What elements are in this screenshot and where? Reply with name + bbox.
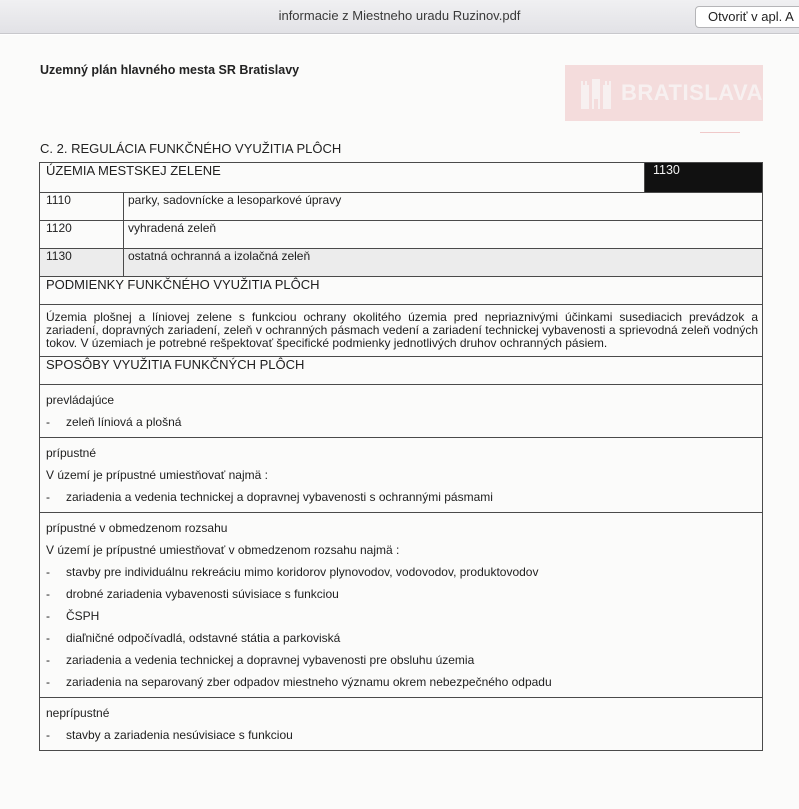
prevailing-title: prevládajúce xyxy=(46,393,115,407)
row-code: 1110 xyxy=(40,193,124,221)
list-item: - zariadenia a vedenia technickej a dopravnej vybavenosti pre obsluhu územia xyxy=(46,653,475,667)
pdf-page[interactable] xyxy=(0,35,799,809)
list-item: - diaľničné odpočívadlá, odstavné státia a parkoviská xyxy=(46,631,341,645)
conditions-heading-row xyxy=(40,277,763,305)
logo-underline xyxy=(700,121,740,133)
list-item: - stavby pre individuálnu rekreáciu mimo koridorov plynovodov, vodovodov, produktovodov xyxy=(46,565,539,579)
row-label: ostatná ochranná a izolačná zeleň xyxy=(124,249,763,277)
list-item: - drobné zariadenia vybavenosti súvisiace s funkciou xyxy=(46,587,339,601)
row-label: parky, sadovnícke a lesoparkové úpravy xyxy=(124,193,763,221)
group-title: ÚZEMIA MESTSKEJ ZELENE xyxy=(40,163,645,193)
usage-title: SPOSÔBY VYUŽITIA FUNKČNÝCH PLÔCH xyxy=(40,357,763,385)
conditions-title: PODMIENKY FUNKČNÉHO VYUŽITIA PLÔCH xyxy=(40,277,763,305)
table-header-row xyxy=(40,163,763,193)
row-code: 1130 xyxy=(40,249,124,277)
row-label: vyhradená zeleň xyxy=(124,221,763,249)
conditions-text-row xyxy=(40,305,763,357)
forbidden-title: neprípustné xyxy=(46,706,110,720)
document-title: informacie z Miestneho uradu Ruzinov.pdf xyxy=(278,8,521,23)
permissible-intro: V území je prípustné umiestňovať najmä : xyxy=(46,468,268,482)
list-item: - zariadenia a vedenia technickej a dopravnej vybavenosti s ochrannými pásmami xyxy=(46,490,493,504)
list-item: - stavby a zariadenia nesúvisiace s funkciou xyxy=(46,728,293,742)
document-header: Uzemný plán hlavného mesta SR Bratislavy xyxy=(40,63,300,77)
limited-intro: V území je prípustné umiestňovať v obmedzenom rozsahu najmä : xyxy=(46,543,400,557)
table-row xyxy=(40,193,763,221)
forbidden-block xyxy=(40,698,763,751)
usage-heading-row xyxy=(40,357,763,385)
logo-text: BRATISLAVA xyxy=(621,80,763,105)
regulation-table xyxy=(39,162,763,751)
row-code: 1120 xyxy=(40,221,124,249)
limited-title: prípustné v obmedzenom rozsahu xyxy=(46,521,228,535)
limited-block xyxy=(40,513,763,698)
conditions-text: Územia plošnej a líniovej zelene s funkciou ochrany okolitého územia pred nepriaznivými účinkami susediacich prevádzok a zariadení, dopravných zariadení, zeleň v ochranných pásmach vedení a zariadení technickej vybavenosti a sprievodná zeleň vodných tokov. V územiach je potrebné rešpektovať špecifické podmienky jednotlivých druhov ochranných pásiem. xyxy=(40,305,763,357)
permissible-block xyxy=(40,438,763,513)
list-item: - ČSPH xyxy=(46,609,100,623)
castle-icon xyxy=(579,77,613,109)
section-title: C. 2. REGULÁCIA FUNKČNÉHO VYUŽITIA PLÔCH xyxy=(40,141,342,156)
list-item: - zeleň líniová a plošná xyxy=(46,415,182,429)
bratislava-logo xyxy=(565,65,763,121)
table-row-highlighted xyxy=(40,249,763,277)
table-row xyxy=(40,221,763,249)
prevailing-block xyxy=(40,385,763,438)
open-in-app-button[interactable]: Otvoriť v apl. A xyxy=(695,6,799,28)
group-code: 1130 xyxy=(645,163,763,193)
permissible-title: prípustné xyxy=(46,446,97,460)
list-item: - zariadenia na separovaný zber odpadov miestneho významu okrem nebezpečného odpadu xyxy=(46,675,552,689)
viewer-toolbar xyxy=(0,0,799,34)
